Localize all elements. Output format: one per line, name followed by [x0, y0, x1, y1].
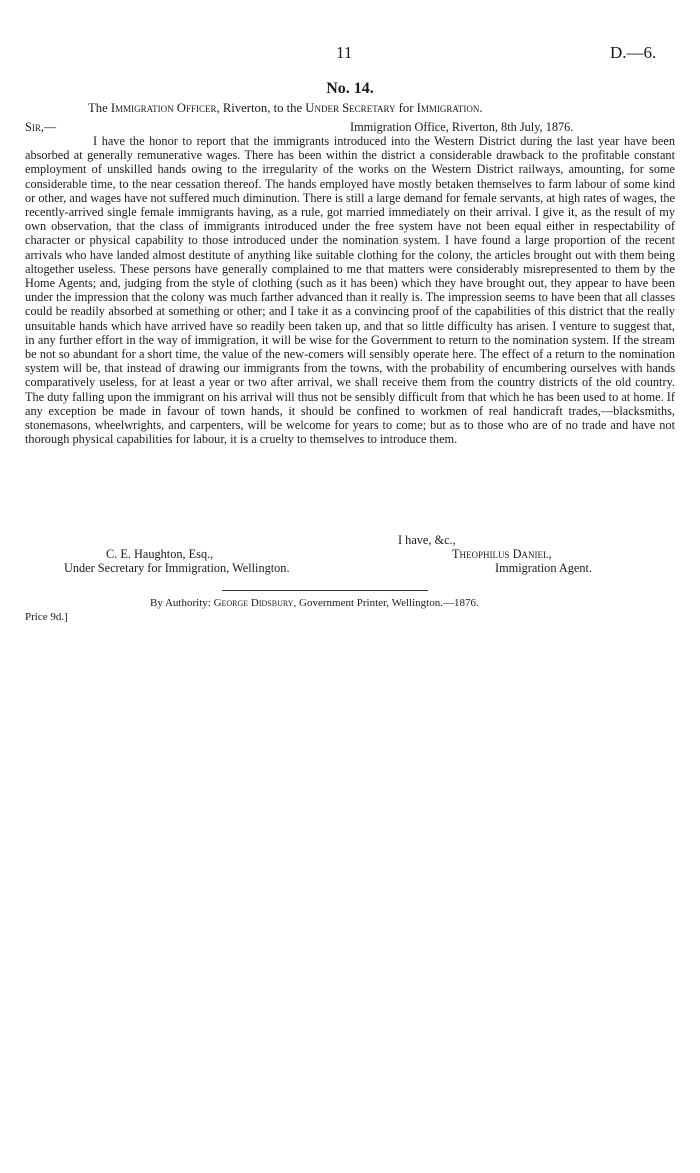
signatory-name: Theophilus Daniel, — [452, 547, 552, 561]
title-part-1: The — [88, 101, 111, 115]
title-department: Immigration — [416, 101, 480, 115]
printer-name: George Didsbury — [213, 597, 294, 609]
title-part-4: . — [479, 101, 483, 115]
printer-credit — [150, 597, 479, 609]
closing: I have, &c., — [398, 533, 456, 547]
addressee-title: Under Secretary for Immigration, Wellington. — [64, 561, 290, 575]
title-part-3: for — [395, 101, 417, 115]
signatory-title: Immigration Agent. — [495, 561, 592, 575]
title-from-office: Immigration Officer — [110, 101, 217, 115]
letter-body: I have the honor to report that the immigrants introduced into the Western District during the last year have been absorbed at generally remunerative wages. There has been within the district a considerable drawback to the profitable constant employment of unskilled hands owing to the irregularity of the works on the Western District railways, amounting, for some considerable time, to the near cessation thereof. The hands employed have mostly betaken themselves to farm labour of some kind or other, and wages have not suffered much diminution. There is still a large demand for female servants, at high rates of wages, the recently-arrived single female immigrants having, as a rule, got married immediately on their arrival. I give it, as the result of my own observation, that the class of immigrants introduced under the free system have not been equal either in respectability of character or physical capability to those introduced under the nomination system. I have found a large proportion of the recent arrivals who have landed almost destitute of anything like suitable clothing for the colony, the articles brought out with them being altogether useless. These persons have generally complained to me that matters were considerably misrepresented to them by the Home Agents; and, judging from the style of clothing (such as it has been) which they have brought out, they appear to have been under the impression that the colony was much farther advanced than it really is. The impression seems to have been that all classes could be readily absorbed at something or other; and I take it as a convincing proof of the capabilities of this district that the really unsuitable hands which have arrived have so readily been taken up, and that so little difficulty has arisen. I venture to suggest that, in any further effort in the way of immigration, it will be wise for the Government to return to the nomination system. If the stream be not so abundant for a short time, the value of the new-comers will sensibly operate here. The effect of a return to the nomination system will be, that instead of drawing our immigrants from the towns, with the probability of encumbering ourselves with hands comparatively useless, for at least a year or two after arrival, we shall receive them from the country districts of the old country. The duty falling upon the immigrant on his arrival will thus not be sensibly difficult from that which he has been used to at home. If any exception be made in favour of town hands, it should be confined to workmen of real handicraft trades,—blacksmiths, stonemasons, wheelwrights, and carpenters, will be welcome for years to come; but as to those who are of no trade and have not thorough physical capabilities for labour, it is a cruelty to themselves to introduce them. — [25, 134, 675, 447]
document-reference: D.—6. — [610, 43, 657, 62]
dateline: Immigration Office, Riverton, 8th July, 1876. — [350, 120, 574, 134]
addressee-name: C. E. Haughton, Esq., — [106, 547, 214, 561]
title-part-2: , Riverton, to the — [216, 101, 306, 115]
authority-suffix: , Government Printer, Wellington.—1876. — [293, 597, 479, 609]
price: Price 9d.] — [25, 611, 68, 623]
page-number: 11 — [336, 43, 353, 62]
authority-prefix: By Authority: — [150, 597, 214, 609]
document-title — [88, 101, 483, 116]
document-number: No. 14. — [326, 80, 374, 97]
title-to-office: Under Secretary — [305, 101, 396, 115]
footer-divider — [222, 590, 428, 591]
salutation: Sir,— — [25, 120, 57, 134]
